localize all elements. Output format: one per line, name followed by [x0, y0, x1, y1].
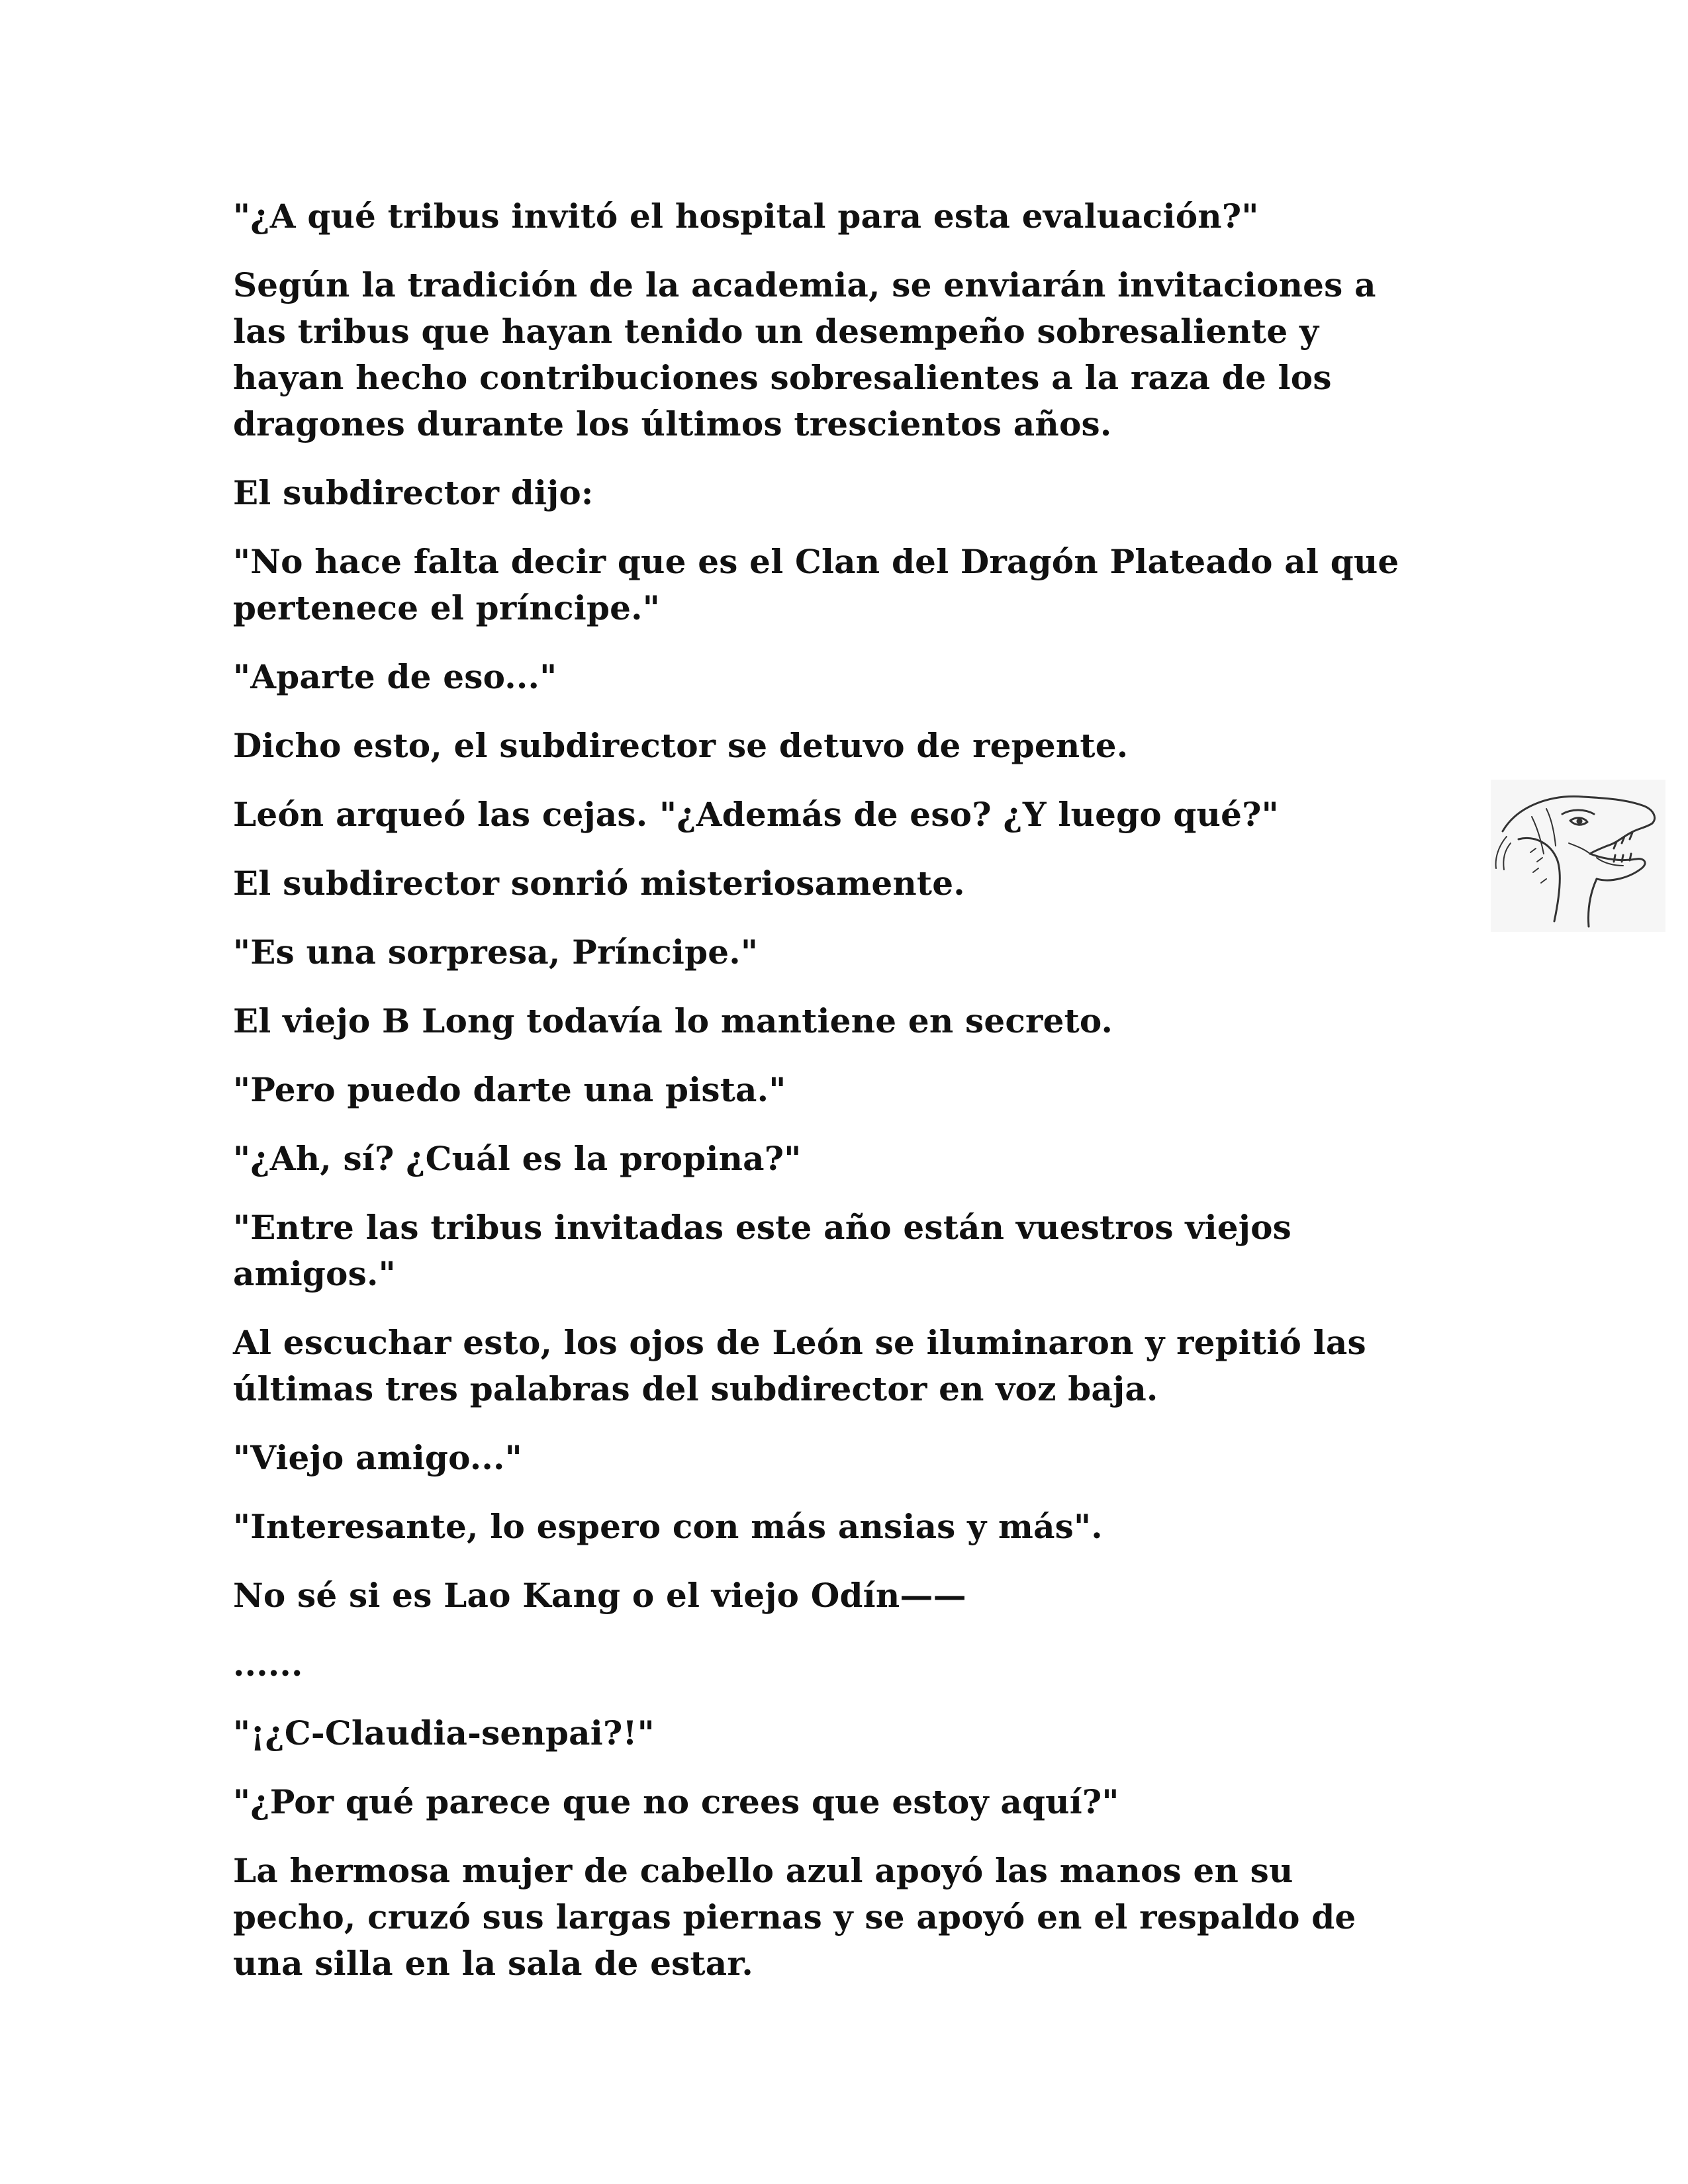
paragraph: "Interesante, lo espero con más ansias y más".: [233, 1507, 1103, 1546]
paragraph: "Pero puedo darte una pista.": [233, 1070, 786, 1109]
paragraph: El subdirector dijo:: [233, 473, 594, 512]
body-text: [233, 193, 1458, 2009]
paragraph: "No hace falta decir que es el Clan del Dragón Plateado al que pertenece el príncipe.": [233, 542, 1399, 627]
paragraph: Dicho esto, el subdirector se detuvo de repente.: [233, 726, 1129, 765]
paragraph: "Viejo amigo...": [233, 1438, 522, 1477]
paragraph: No sé si es Lao Kang o el viejo Odín——: [233, 1576, 966, 1615]
paragraph: Al escuchar esto, los ojos de León se iluminaron y repitió las últimas tres palabras del subdirector en voz baja.: [233, 1323, 1366, 1408]
paragraph: "¿A qué tribus invitó el hospital para esta evaluación?": [233, 197, 1259, 236]
paragraph: "Entre las tribus invitadas este año están vuestros viejos amigos.": [233, 1208, 1291, 1293]
paragraph: "¿Ah, sí? ¿Cuál es la propina?": [233, 1139, 802, 1178]
paragraph: "Es una sorpresa, Príncipe.": [233, 933, 759, 972]
paragraph: Según la tradición de la academia, se enviarán invitaciones a las tribus que hayan tenido un desempeño sobresaliente y hayan hecho contribuciones sobresalientes a la raza de los dragones durante los últimos trescientos años.: [233, 265, 1376, 443]
paragraph: El subdirector sonrió misteriosamente.: [233, 864, 965, 903]
paragraph: "Aparte de eso...": [233, 657, 557, 696]
paragraph: ......: [233, 1645, 303, 1684]
paragraph: "¡¿C-Claudia-senpai?!": [233, 1713, 655, 1752]
paragraph: El viejo B Long todavía lo mantiene en secreto.: [233, 1001, 1113, 1040]
dinosaur-head-sketch-icon: [1491, 780, 1665, 932]
paragraph: "¿Por qué parece que no crees que estoy aquí?": [233, 1782, 1119, 1821]
paragraph: León arqueó las cejas. "¿Además de eso? ¿Y luego qué?": [233, 795, 1279, 834]
paragraph: La hermosa mujer de cabello azul apoyó las manos en su pecho, cruzó sus largas piernas y se apoyó en el respaldo de una silla en la sala de estar.: [233, 1851, 1356, 1983]
